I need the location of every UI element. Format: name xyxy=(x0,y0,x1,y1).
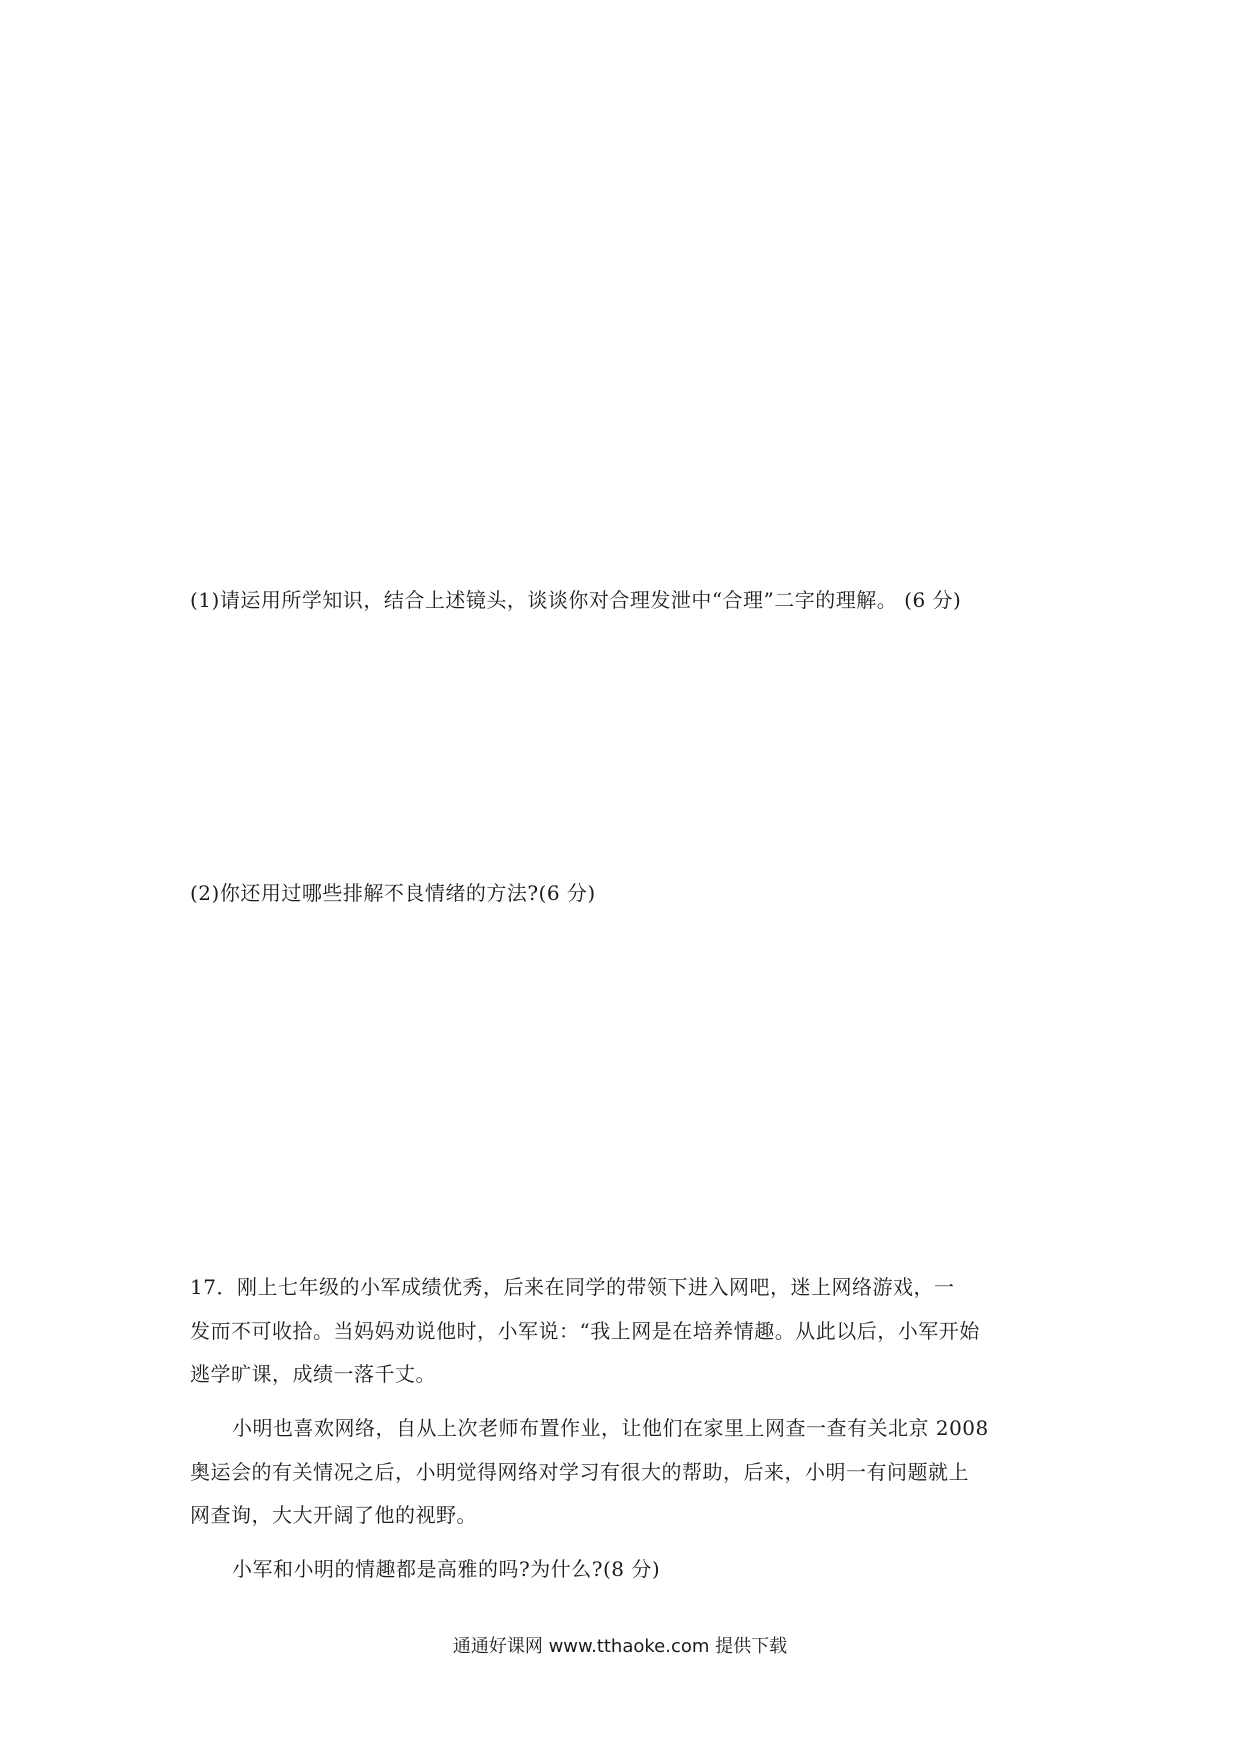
problem-17-line-5: 奥运会的有关情况之后，小明觉得网络对学习有很大的帮助，后来，小明一有问题就上 xyxy=(190,1460,969,1484)
problem-17-line-3: 逃学旷课，成绩一落千丈。 xyxy=(190,1362,436,1386)
problem-17-question: 小军和小明的情趣都是高雅的吗?为什么?(8 分) xyxy=(232,1557,661,1581)
footer-watermark: 通通好课网 www.tthaoke.com 提供下载 xyxy=(452,1636,788,1657)
question-1-text: (1)请运用所学知识，结合上述镜头，谈谈你对合理发泄中“合理”二字的理解。 (6 分) xyxy=(190,588,962,612)
problem-17-line-4: 小明也喜欢网络，自从上次老师布置作业，让他们在家里上网查一查有关北京 2008 xyxy=(232,1416,989,1440)
problem-17-line-2: 发而不可收拾。当妈妈劝说他时，小军说：“我上网是在培养情趣。从此以后，小军开始 xyxy=(190,1319,980,1343)
problem-17-line-1: 17．刚上七年级的小军成绩优秀，后来在同学的带领下进入网吧，迷上网络游戏，一 xyxy=(190,1275,955,1299)
problem-17-line-6: 网查询，大大开阔了他的视野。 xyxy=(190,1503,477,1527)
question-2-text: (2)你还用过哪些排解不良情绪的方法?(6 分) xyxy=(190,881,596,905)
